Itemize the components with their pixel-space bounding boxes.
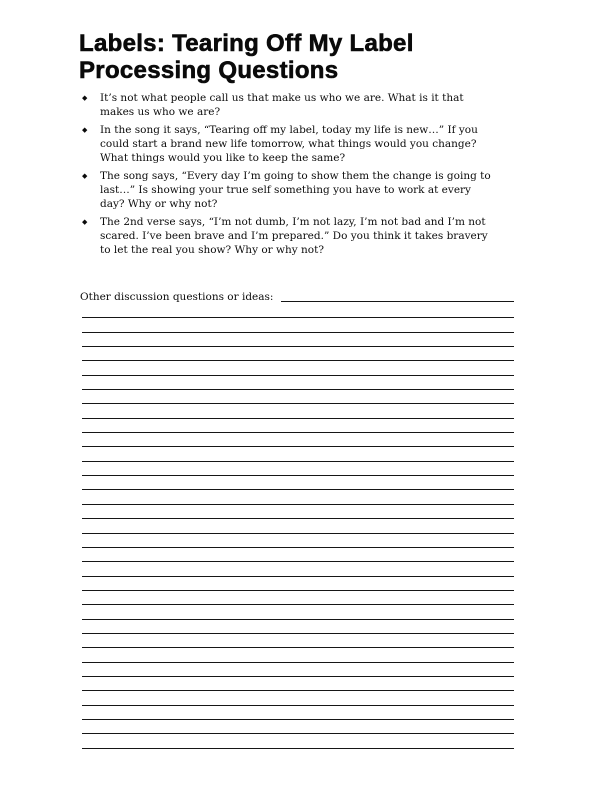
ruled-line — [82, 447, 514, 461]
ruled-line — [82, 677, 514, 691]
bullet-icon: ◆ — [82, 218, 88, 226]
bullet-icon: ◆ — [82, 94, 88, 102]
ruled-line — [82, 534, 514, 548]
bullet-icon: ◆ — [82, 126, 88, 134]
ruled-line — [82, 720, 514, 734]
page-title — [79, 30, 549, 84]
answer-line — [281, 301, 514, 302]
ruled-line — [82, 376, 514, 390]
question-item — [80, 123, 498, 165]
page-title-line1: Labels: Tearing Off My Label — [79, 30, 414, 57]
ruled-line — [82, 404, 514, 418]
question-text: It’s not what people call us that make us who we are. What is it that makes us who we are? — [100, 92, 464, 118]
page-title-line2: Processing Questions — [79, 57, 339, 84]
bullet-icon: ◆ — [82, 172, 88, 180]
question-text: In the song it says, “Tearing off my label, today my life is new…” If you could start a brand new life tomorrow, what things would you change? What things would you like to keep the same? — [100, 124, 478, 164]
ruled-line — [82, 361, 514, 375]
ruled-line — [82, 591, 514, 605]
other-questions-row — [80, 290, 514, 304]
ruled-line — [82, 605, 514, 619]
ruled-line — [82, 577, 514, 591]
ruled-line — [82, 548, 514, 562]
question-item — [80, 91, 498, 119]
ruled-line — [82, 304, 514, 318]
ruled-line — [82, 347, 514, 361]
ruled-line — [82, 462, 514, 476]
ruled-line — [82, 634, 514, 648]
writing-lines-area — [82, 304, 514, 749]
ruled-line — [82, 419, 514, 433]
ruled-line — [82, 433, 514, 447]
processing-questions-list — [80, 91, 498, 261]
ruled-line — [82, 476, 514, 490]
other-questions-label: Other discussion questions or ideas: — [80, 291, 274, 303]
ruled-line — [82, 318, 514, 332]
ruled-line — [82, 519, 514, 533]
question-text: The 2nd verse says, “I’m not dumb, I’m not lazy, I’m not bad and I’m not scared. I’ve been brave and I’m prepared.” Do you think it takes bravery to let the real you show? Why or why not? — [100, 216, 488, 256]
ruled-line — [82, 562, 514, 576]
question-item — [80, 215, 498, 257]
ruled-line — [82, 490, 514, 504]
question-text: The song says, “Every day I’m going to show them the change is going to last…” Is showing your true self something you have to work at every day? Why or why not? — [100, 170, 491, 210]
ruled-line — [82, 620, 514, 634]
ruled-line — [82, 734, 514, 748]
ruled-line — [82, 706, 514, 720]
ruled-line — [82, 648, 514, 662]
ruled-line — [82, 691, 514, 705]
ruled-line — [82, 333, 514, 347]
ruled-line — [82, 390, 514, 404]
ruled-line — [82, 505, 514, 519]
ruled-line — [82, 663, 514, 677]
question-item — [80, 169, 498, 211]
